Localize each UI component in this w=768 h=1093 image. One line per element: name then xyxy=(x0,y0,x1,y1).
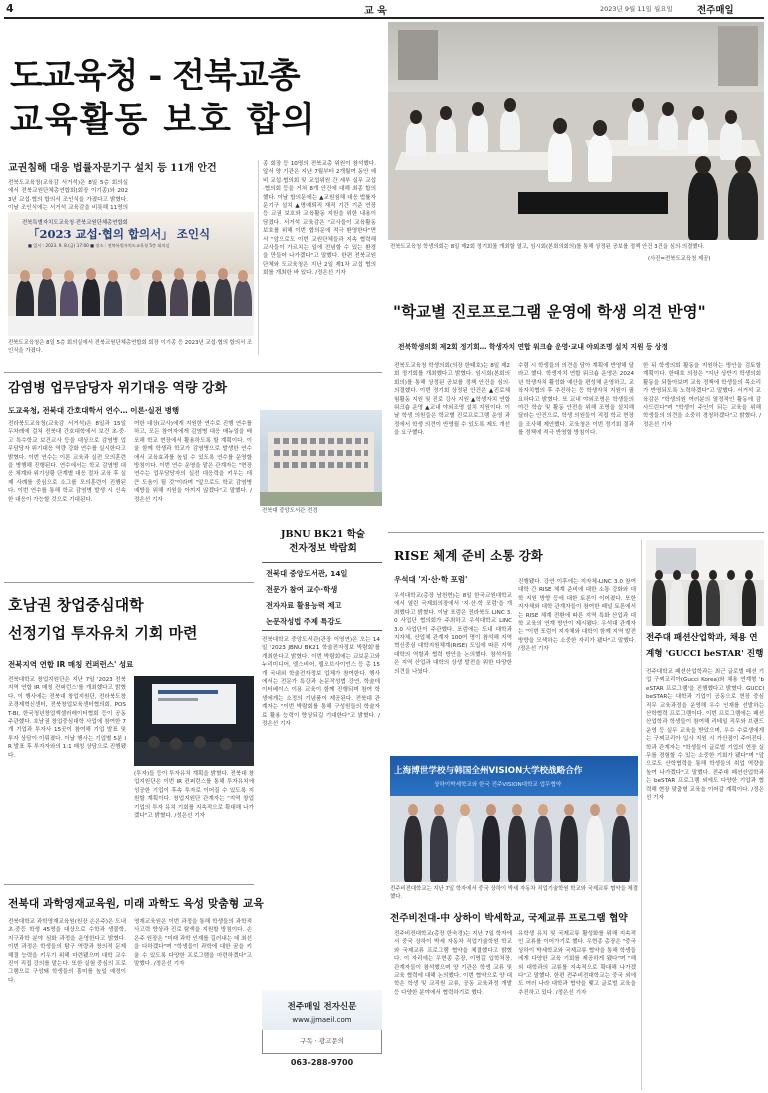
ad-title: 전주매일 전자신문 xyxy=(287,1002,357,1012)
headline-1: 호남권 창업중심대학 xyxy=(8,596,144,614)
inset-text: 전북대학교 중앙도서관(관장 이영연)은 오는 14일 '2023 JBNU BK21 학술전자정보 박람회'를 개최한다고 밝혔다. 이번 박람회에는 교보문고와 누리미디어, 엘스비어, 웹오브사이언스 등 총 15개 국내외 학술전자정보 업체가 참여한다. 행사에서는 전문가 특강과 논문작성법 강연, 학술데이터베이스 이용 교육이 함께 진행되며 참여 학생에게는 소정의 기념품이 제공된다. 전북대 관계자는 "이번 박람회를 통해 구성원들의 학술자료 활용 능력이 향상되길 기대한다"고 밝혔다. /정은선 기자 xyxy=(262,637,380,728)
divider xyxy=(4,372,382,373)
inset-title: JBNU BK21 학술 전자정보 박람회 xyxy=(281,529,365,554)
body-left: 전북대학교 과학영재교육원(원장 손은주)은 도내 초·중등 학생 45명을 대상으로 수학과 생물학, 지구과학 분야 심화 과정을 운영한다고 밝혔다. 이번 과정은 학생들의 탐구 역량과 창의적 문제해결 능력을 키우기 위해 마련됐으며 대학 교수진이 직접 강의를 맡는다. 또한 실험 중심의 프로그램으로 구성돼 학생들의 흥미를 높일 예정이다. xyxy=(8,919,126,984)
section-name: 교 육 xyxy=(364,6,387,17)
inset-body: 전북대 중앙도서관, 14일 전문가 참여 교수·학생 전자자료 활용능력 제고 논문작성법 주제 특강도 xyxy=(266,569,348,626)
ad-phone[interactable]: 063-288-9700 xyxy=(290,1058,354,1067)
body-left: 전북도교육청(교육감 서거석)은 8일 5층 회의실에서 전북교원단체총연합회(회장 이기종)와 2023년 교섭·협의 합의서 조인식을 가졌다고 밝혔다. 이날 조인식에는 서거석 교육감을 비롯해 11명의 xyxy=(8,180,128,212)
col-3: 한 뒤 학생의회 활동을 지원하는 방안을 검토할 계획이다. 한태호 의장은 "지난 상반기 학생의회 활동을 되돌아보며 교육 정책에 학생들의 목소리가 반영되도록 노력하겠다"고 말했다. 서거석 교육감은 "학생의원 여러분의 열정적인 활동에 감사드린다"며 "학생이 주인이 되는 교육을 위해 학생들의 의견을 소중히 경청하겠다"고 밝혔다. /정은선 기자 xyxy=(643,363,761,428)
body-left: 전북대학교 창업지원단은 지난 7일 '2023 전북지역 연합 IR 매칭 컨퍼런스'를 개최했다고 밝혔다. 이 행사에는 전북대 창업지원단, 전라북도창조경제혁신센터, 전북창업보육센터협의회, POST-BI, 한국청년창업엑셀러레이터협회 등이 공동 주관했다. 호남권 창업중심대학 사업에 참여한 7개 기업과 투자사 15곳이 참여해 기업 발표 및 투자 상담이 이뤄졌다. 이날 행사는 기업별 5분 IR 발표 후 투자자와의 1:1 매칭 상담으로 진행됐다. xyxy=(8,677,126,759)
body: 전주대학교 패션산업학과는 최근 글로벌 패션 기업 구찌코리아(Gucci Korea)와 채용 연계형 'beSTAR 프로그램'을 진행했다고 밝혔다. GUCCI beSTAR는 대학과 기업이 공동으로 현장 중심 직무 교육과정을 운영해 우수 인재를 선발하는 산학협력 프로그램이다. 이번 프로그램에는 패션산업학과 학생들이 참여해 리테일 직무와 브랜드 운영 등 실무 교육을 받았으며, 우수 수료생에게는 구찌코리아 입사 지원 시 가산점이 주어진다. 학과 관계자는 "학생들이 글로벌 기업의 현장 실무를 경험할 수 있는 소중한 기회가 됐다"며 "앞으로도 산학협력을 통해 학생들의 취업 역량을 높여 나가겠다"고 말했다. 전주대 패션산업학과는 beSTAR 프로그램 외에도 다양한 기업과 협력해 현장 맞춤형 교육을 이어갈 계획이다. /정은선 기자 xyxy=(646,669,764,802)
col-1: 전주비전대학교(총장 한숙경)는 지난 7일 학자에서 중국 상하이 박세 자동차 직업기술학원 학교와 국제교류 프로그램 협약을 체결했다고 밝혔다. 이 자리에는 우현종 총장, 이명길 입학처장, 관계자들이 참석했으며 양 기관은 학생 교류 및 교육 협력에 대해 논의했다. 이번 협약으로 양 대학은 학생 및 교직원 교류, 공동 교육과정 개발 등 다양한 분야에서 협력하기로 했다. xyxy=(394,931,512,996)
headline: 전주대 패션산업학과, 채용 연계형 'GUCCI beSTAR' 진행 xyxy=(646,633,764,659)
mou-photo xyxy=(390,756,638,882)
page-number: 4 xyxy=(6,2,14,15)
header-rule xyxy=(4,17,764,19)
headline: 감염병 업무담당자 위기대응 역량 강화 xyxy=(8,381,228,396)
subhead: 우석대 '지·산·학 포럼' xyxy=(394,575,468,584)
body-right: 영재교육원은 이번 과정을 통해 학생들의 과학적 사고력 향상과 진로 탐색을 지원할 방침이다. 손은주 원장은 "미래 과학 인재를 길러내는 데 최선을 다하겠다"며 "학생들이 과학에 대한 꿈을 키울 수 있도록 다양한 프로그램을 마련하겠다"고 말했다. /정은선 기자 xyxy=(134,919,252,968)
student-council-photo xyxy=(388,22,764,240)
col-1: 우석대학교(총장 남천현)는 8일 한국교원대학교에서 열린 국제회의장에서 '지·산·학 포럼'을 개최했다고 밝혔다. 이날 포럼은 전라북도 LINC 3.0 사업단 협의회가 주최하고 우석대학교 LINC 3.0 사업단이 주관했다. 포럼에는 도내 대학과 지자체, 산업체 관계자 100여 명이 참석해 지역혁신중심 대학지원체계(RISE) 도입에 따른 지역 대학의 역할과 협력 방안을 논의했다. 참석자들은 지역 산업과 대학의 상생 발전을 위한 다양한 의견을 나눴다. xyxy=(394,593,512,675)
issue-date: 2023년 9월 11일 월요일 xyxy=(600,5,673,13)
subhead: 교권침해 대응 법률자문기구 설치 등 11개 안건 xyxy=(8,163,217,174)
library-caption: 전북대 중앙도서관 전경 xyxy=(262,508,318,514)
photo-caption: 전북도교육청은 8일 5층 회의실에서 전북교원단체총연합회 회장 이기종 등 2023년 교섭·협의 합의서 조인식을 가졌다. xyxy=(8,340,253,354)
headline: 전북대 과학영재교육원, 미래 과학도 육성 맞춤형 교육 xyxy=(8,897,264,910)
col-2: 유학생 유치 및 국제교류 활성화를 위해 지속적인 교류를 이어가기로 했다. 우현종 총장은 "중국 상하이 박세학교와 국제교류 협약을 통해 학생들에게 다양한 교육 기회를 제공하게 됐다"며 "해외 대학과의 교류를 지속적으로 확대해 나가겠다"고 말했다. 한편 전주비전대학교는 중국 외에도 여러 나라 대학과 협약을 맺고 글로벌 교육을 추진하고 있다. /정은선 기자 xyxy=(518,931,636,996)
headline: 전주비전대-中 상하이 박세학교, 국제교류 프로그램 협약 xyxy=(390,913,628,924)
banner-main-text: 「2023 교섭·협의 합의서」 조인식 xyxy=(28,227,211,241)
subhead: 전북학생의회 제2회 정기회… 학생자치 연합 워크숍 운영·교내 야외조명 설치 지원 등 상정 xyxy=(398,343,668,351)
paper-name: 전주매일 xyxy=(697,5,734,16)
headline: RISE 체계 준비 소통 강화 xyxy=(394,548,543,563)
ir-conference-photo xyxy=(134,676,254,766)
headline-1: 도교육청 - 전북교총 xyxy=(10,56,300,96)
col-1: 전북도교육청 학생의회(의장 한태호)는 8일 제2회 정기회를 개최했다고 밝혔다. 임시회(본회의회의)를 통해 상정된 공보를 정책 안건을 심의·의결했다. 이번 정기회 상정된 안건은 ▲진로체험활동 지원 및 진로 강사 지원 ▲학생자치 연합 워크숍 운영 ▲교내 야외조명 설치 지원이다. 이날 학생 의원들은 학교별 진로프로그램 운영 과정에서 학생 의견이 반영될 수 있도록 제도 개선을 요구했다. xyxy=(394,363,510,437)
subhead: 도교육청, 전북대 간호대학서 연수… 이론·실전 병행 xyxy=(8,406,180,415)
banner-top-text: 전북특별자치도교육청·전북교원단체총연합회 xyxy=(22,220,128,226)
banner-date-text: ■ 일시 : 2023. 9. 8.(금) 17:00 ■ 장소 : 전북특별자치도교육청 5층 회의실 xyxy=(28,243,170,248)
headline-2: 교육활동 보호 합의 xyxy=(10,100,317,140)
signing-ceremony-photo xyxy=(8,212,254,336)
body-right: (투자)들 등이 투자유치 계획을 밝혔다. 전북대 창업지원단은 이번 IR 컨퍼런스를 통해 투자유치에 성공한 기업이 후속 투자로 이어질 수 있도록 지원할 계획이다. 창업지원단 관계자는 "지역 창업기업의 투자 유치 기회를 지속적으로 확대해 나가겠다"고 밝혔다. /정은선 기자 xyxy=(134,771,254,820)
fashion-photo xyxy=(646,540,764,626)
divider xyxy=(4,884,254,885)
headline-2: 선정기업 투자유치 기회 마련 xyxy=(8,624,198,642)
subhead: 전북지역 연합 IR 매칭 컨퍼런스' 성료 xyxy=(8,660,134,669)
body-right: 종 회장 등 10명의 전북교총 위원이 참석했다. 앞서 양 기관은 지난 7월부터 2개월여 동안 예비 교섭·협의회 및 교섭위원 간 세부 실무 교섭·협의회 등을 거쳐 8개 안건에 대해 최종 합의했다. 이날 합의문에는 ▲교원침해 대응 법률자문기구 설치 ▲명예퇴직 재직 기간 기준 연장 등 교권 보호와 교육활동 지원을 위한 내용이 담겼다. 서거석 교육감은 "교사들이 교육활동 보호를 위해 이번 합의문에 적극 환영한다"면서 "앞으로도 이번 교원단체들과 지속 협력해 교사들이 가르치는 일에 전념할 수 있는 환경을 만들어 나가겠다"고 말했다. 한편 전북교원단체와 도교육청은 지난 2일 제1차 교섭 협의회를 개최한 바 있다. /정은선 기자 xyxy=(263,161,376,277)
ad-url[interactable]: www.jjmaeil.com xyxy=(292,1016,352,1024)
student-council-caption: 전북도교육청 학생의회는 8일 제2회 정기회를 개최할 열고, 임시회(본회의회의)를 통해 상정된 공보를 정책 안건 3건을 심의·의결했다. xyxy=(390,244,705,250)
divider xyxy=(4,582,254,583)
ad-sub: 구독 · 광고문의 xyxy=(300,1037,344,1045)
col-2: 진행됐다. 강연 이후에는 지자체-LINC 3.0 참여대학 간 RISE 체계 준비에 대한 소통 강화와 대학 지원 방향 등에 대한 토론이 이어졌다. 또한 지자체와 대학 관계자들이 참여한 패널 토론에서는 RISE 체계 전환에 따른 지역 특화 산업과 대학 교육의 연계 방안이 제시됐다. 우석대 관계자는 "이번 포럼이 지자체와 대학이 함께 지역 발전 방향을 모색하는 소중한 자리가 됐다"고 말했다. /정은선 기자 xyxy=(518,579,636,653)
headline: "학교별 진로프로그램 운영에 학생 의견 반영" xyxy=(393,302,706,321)
mou-caption: 전주비전대학교는 지난 7일 학자에서 중국 상하이 박세 자동차 직업기술학원 학교와 국제교류 협약을 체결했다. xyxy=(390,886,638,900)
body-left: 전라북도교육청(교육감 서거석)은 8일과 15일 두차례에 걸쳐 전북대 간호대학에서 보건 초·중·고 특수학교 보건교사 등을 대상으로 감염병 업무담당자 위기대응 역량 강화 연수를 실시한다고 밝혔다. 이번 연수는 이론 교육과 실전 모의훈련을 병행해 진행된다. 연수에서는 학교 감염병 대응 체계와 위기상황 단계별 대응 절차 교육 후 실제 사례를 중심으로 소그룹 모의훈련이 진행된다. 이번 연수를 통해 학교 감염병 발생 시 신속한 대응이 가능할 것으로 기대된다. xyxy=(8,421,126,503)
library-photo xyxy=(260,410,382,506)
mou-banner-1: 上海博世学校与韩国全州VISION大学校战略合作 xyxy=(394,766,583,776)
photo-credit: (사진=전북도교육청 제공) xyxy=(648,256,711,262)
col-2: 수렴 시 학생들의 의견을 담아 계획에 반영해 달라고 했다. 학생자치 연합 워크숍 운영은 2024년 학생자치 활성화 예산을 편성해 운영하고, 교육자치협의 후 추진하는 등 학생자치 지원이 필요하다고 밝혔다. 또 교내 야외조명은 학생들의 야간 학습 및 활동 안전을 위해 조명을 설치해 달라는 안건으로, 학생 의원들이 직접 학교 현장을 조사해 제안했다. 교육청은 이번 정기회 결과를 정책에 적극 반영할 방침이다. xyxy=(518,363,634,437)
body-left-2 xyxy=(134,179,254,209)
body-right: 여한 대상(교사)에게 지원한 연수로 진행 연수를 하고, 모든 참여자에게 감염병 대응 매뉴얼을 배포해 학교 현장에서 활용하도록 할 계획이다. 이울 함께 학생과 학교가 감염병으로 발생한 연수에서 교육효과를 높일 수 있도록 연수를 운영할 방침이다. 이번 연수 운영을 맡은 관계자는 "현장 연수는 업무담당자의 실전 대응력을 키우는 데 큰 도움이 될 것"이라며 "앞으로도 학교 감염병 예방을 위해 지원을 아끼지 않겠다"고 말했다. /정은선 기자 xyxy=(134,421,252,503)
mou-banner-2: 상하이박세학교와 한국 전주VISION대학교 업무협약 xyxy=(434,782,562,788)
divider xyxy=(388,532,764,533)
